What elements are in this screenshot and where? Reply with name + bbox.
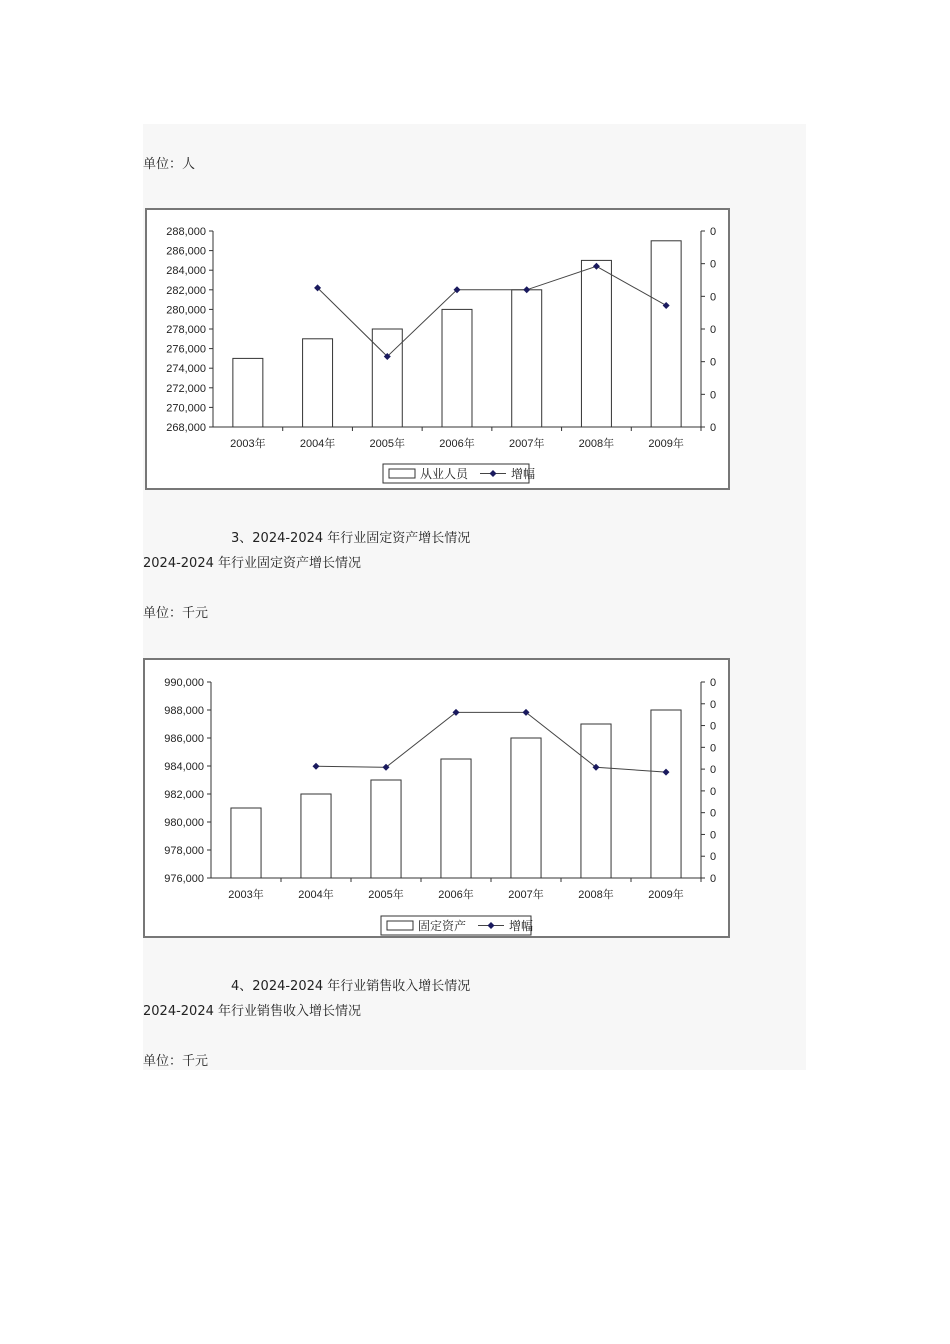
growth-marker [313,763,320,770]
x-tick-label: 2005年 [369,438,406,450]
bar [651,710,681,878]
y-tick-label: 286,000 [166,245,206,258]
growth-line [316,712,666,772]
unit-label-2: 单位：千元 [143,606,209,621]
section-heading-3: 3、2024-2024 年行业固定资产增长情况 [231,531,471,546]
bar [651,241,681,427]
y2-tick-label: 0 [710,851,717,864]
bar [512,290,542,427]
y2-tick-label: 0 [710,422,717,434]
y2-tick-label: 0 [710,785,717,798]
y-tick-label: 988,000 [164,705,204,717]
y2-tick-label: 0 [710,873,717,885]
y2-tick-label: 0 [710,356,717,369]
unit-label-3: 单位：千元 [143,1054,209,1069]
x-tick-label: 2007年 [508,438,545,450]
y2-tick-label: 0 [710,698,717,711]
y-tick-label: 990,000 [164,677,204,689]
x-tick-label: 2007年 [508,889,544,901]
legend-line-label: 增幅 [511,467,536,481]
bar [372,329,402,427]
y2-tick-label: 0 [710,677,717,689]
y2-tick-label: 0 [710,807,717,820]
bar [301,794,331,878]
y2-tick-label: 0 [710,742,717,755]
y-tick-label: 980,000 [164,817,204,829]
x-tick-label: 2009年 [648,889,684,901]
y-tick-label: 288,000 [166,226,206,238]
y-tick-label: 276,000 [166,343,206,356]
section-subheading-4: 2024-2024 年行业销售收入增长情况 [143,1004,361,1019]
x-tick-label: 2008年 [578,889,614,901]
legend-bar-label: 固定资产 [418,919,467,933]
y-tick-label: 274,000 [166,363,206,376]
y-tick-label: 982,000 [164,789,204,801]
x-tick-label: 2003年 [228,889,264,901]
bar [231,808,261,878]
legend-line-label: 增幅 [509,919,534,933]
y2-tick-label: 0 [710,291,717,304]
y-tick-label: 272,000 [166,382,206,395]
y-tick-label: 984,000 [164,761,204,773]
y-tick-label: 986,000 [164,733,204,745]
bar [303,339,333,427]
x-tick-label: 2009年 [648,438,684,450]
chart-fixed-assets [143,658,730,938]
y2-tick-label: 0 [710,764,717,777]
section-subheading-3: 2024-2024 年行业固定资产增长情况 [143,556,361,571]
y2-tick-label: 0 [710,258,717,271]
bar [371,780,401,878]
legend-bar-swatch [387,921,413,930]
chart-fixed-assets-svg [145,660,728,936]
y-tick-label: 280,000 [166,304,206,317]
bar [511,738,541,878]
bar [581,260,611,427]
y-tick-label: 976,000 [164,873,204,885]
growth-line [318,266,667,356]
chart-employees [145,208,730,490]
chart-employees-svg [147,210,728,488]
x-tick-label: 2004年 [299,438,336,450]
bar [442,309,472,427]
x-tick-label: 2004年 [298,889,334,901]
y2-tick-label: 0 [710,720,717,733]
x-tick-label: 2006年 [438,889,474,901]
y-tick-label: 978,000 [164,845,204,857]
section-heading-4: 4、2024-2024 年行业销售收入增长情况 [231,979,471,994]
y-tick-label: 284,000 [166,265,206,278]
bar [441,759,471,878]
x-tick-label: 2008年 [578,438,615,450]
unit-label-1: 单位：人 [143,157,196,172]
legend-bar-label: 从业人员 [420,467,469,481]
bar [581,724,611,878]
x-tick-label: 2005年 [368,889,404,901]
x-tick-label: 2006年 [439,438,475,450]
y-tick-label: 278,000 [166,324,206,336]
y-tick-label: 268,000 [166,422,206,434]
y-tick-label: 270,000 [166,402,206,415]
y2-tick-label: 0 [710,829,717,842]
bar [233,358,263,427]
y2-tick-label: 0 [710,389,717,402]
y-tick-label: 282,000 [166,284,206,297]
x-tick-label: 2003年 [230,438,266,450]
y2-tick-label: 0 [710,324,717,336]
y2-tick-label: 0 [710,226,717,238]
legend-bar-swatch [389,469,415,478]
